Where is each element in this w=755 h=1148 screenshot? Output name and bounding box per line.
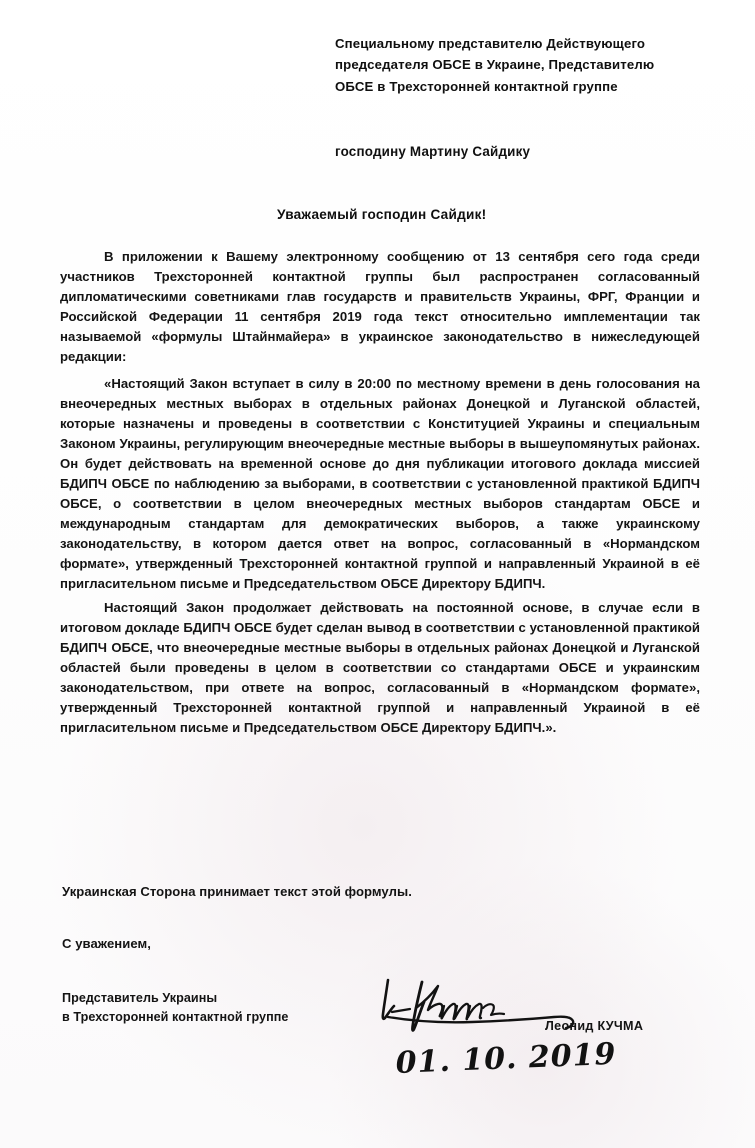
signatory-name: Леонид КУЧМА [545, 1019, 644, 1033]
acceptance-statement: Украинская Сторона принимает текст этой формулы. [62, 884, 412, 899]
salutation: Уважаемый господин Сайдик! [277, 207, 487, 222]
signatory-title [62, 989, 288, 1027]
paragraph-quote-second: Настоящий Закон продолжает действовать на постоянной основе, в случае если в итоговом докладе БДИПЧ ОБСЕ будет сделан вывод в соответствии с установленной практикой БДИПЧ ОБСЕ, что внеочередные местные выборы в отдельных районах Донецкой и Луганской областей были проведены в целом в соответствии со стандартами ОБСЕ и украинским законодательством, при ответе на вопрос, согласованный в «Нормандском формате», утвержденный Трехсторонней контактной группой и направленный Украиной в её пригласительном письме и Председательством ОБСЕ Директору БДИПЧ.». [60, 599, 700, 735]
closing-line: С уважением, [62, 936, 151, 951]
signatory-title-line-1: Представитель Украины [62, 991, 218, 1005]
handwritten-date-text: 01. 10. 2019 [395, 1036, 618, 1081]
recipient-name: господину Мартину Сайдику [335, 144, 531, 159]
addressee-line-3: ОБСЕ в Трехсторонней контактной группе [335, 78, 618, 94]
addressee-block [335, 33, 730, 97]
paragraph-intro: В приложении к Вашему электронному сообщению от 13 сентября сего года среди участников Трехсторонней контактной группы был распространен согласованный дипломатическими советниками глав государств и правительств Украины, ФРГ, Франции и Российской Федерации 11 сентября 2019 года текст относительно имплементации так называемой «формулы Штайнмайера» в украинское законодательство в нижеследующей редакции: [60, 249, 700, 364]
paragraph-quote-first: «Настоящий Закон вступает в силу в 20:00 по местному времени в день голосования на внеочередных местных выборах в отдельных районах Донецкой и Луганской областей, которые назначены и проведены в соответствии с Конституцией Украины и специальным Законом Украины, регулирующим внеочередные местные выборы в вышеупомянутых районах. Он будет действовать на временной основе до дня публикации итогового доклада миссией БДИПЧ ОБСЕ по наблюдению за выборами, в соответствии с установленной практикой БДИПЧ ОБСЕ, о соответствии в целом внеочередных местных выборов стандартам ОБСЕ и международным стандартам для демократических выборов, а также украинскому законодательству, в котором дается ответ на вопрос, согласованный в «Нормандском формате», утвержденный Трехсторонней контактной группой и направленный Украиной в её пригласительном письме и Председательством ОБСЕ Директору БДИПЧ. [60, 375, 700, 591]
handwritten-date [395, 1036, 618, 1106]
handwritten-signature-icon [372, 972, 592, 1044]
signatory-title-line-2: в Трехсторонней контактной группе [62, 1009, 289, 1024]
addressee-line-1: Специальному представителю Действующего [335, 36, 646, 51]
letter-body [60, 247, 700, 741]
addressee-line-2: председателя ОБСЕ в Украине, Представителю [335, 57, 655, 73]
